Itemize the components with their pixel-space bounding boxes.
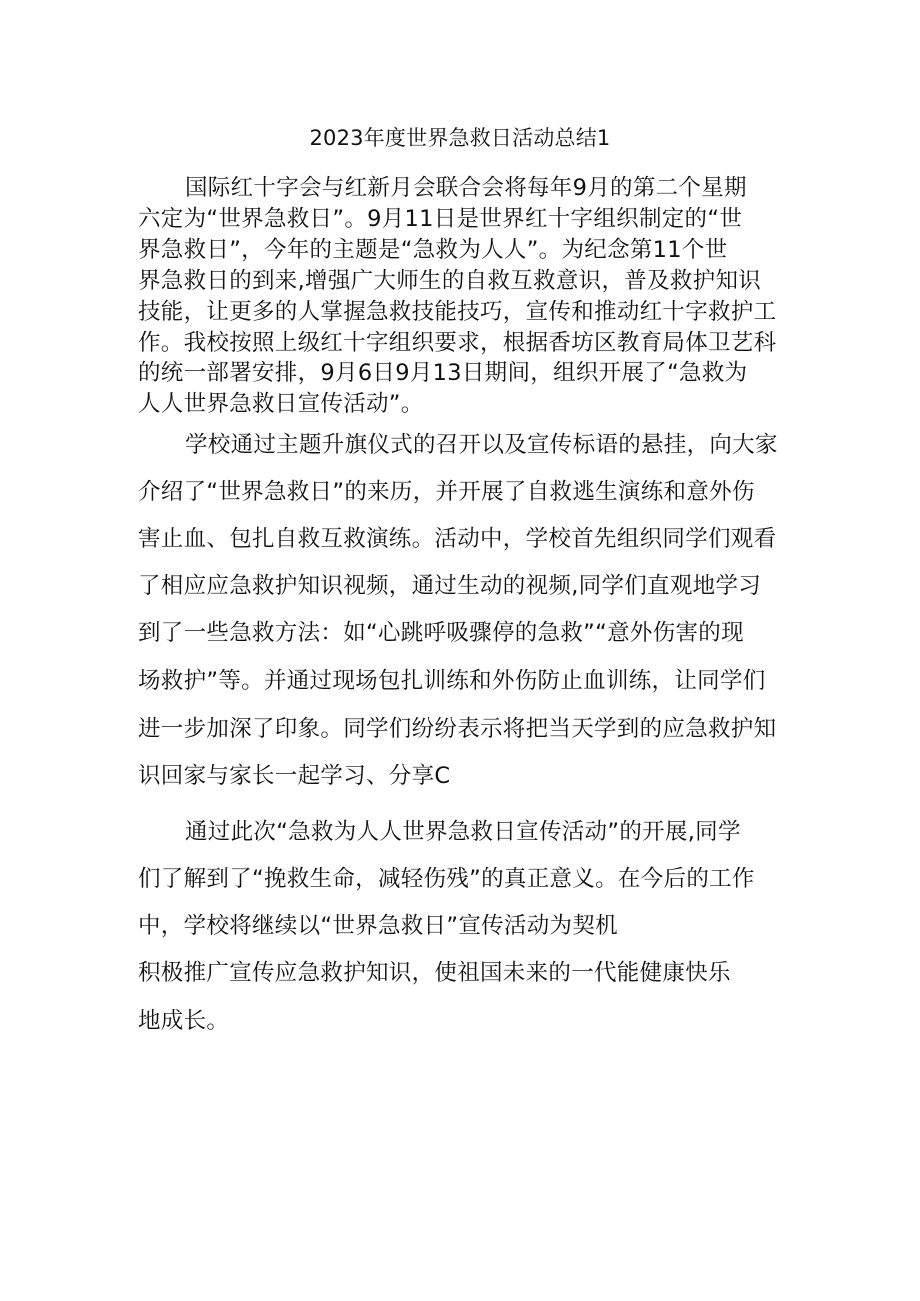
paragraph1-line-2: 六定为“世界急救日”。9月11日是世界红十字组织制定的“世 bbox=[138, 206, 743, 232]
paragraph3-line-2: 们了解到了“挽救生命，减轻伤残”的真正意义。在今后的工作 bbox=[138, 866, 755, 892]
paragraph1-line-4: 界急救日的到来,增强广大师生的自救互救意识，普及救护知识 bbox=[138, 268, 762, 294]
paragraph2-line-4: 了相应应急救护知识视频，通过生动的视频,同学们直观地学习 bbox=[138, 573, 762, 599]
paragraph2-line-5: 到了一些急救方法：如“心跳呼吸骤停的急救”“意外伤害的现 bbox=[138, 620, 744, 646]
paragraph2-line-1: 学校通过主题升旗仪式的召开以及宣传标语的悬挂，向大家 bbox=[185, 432, 778, 458]
paragraph1-line-7: 的统一部署安排，9月6日9月13日期间，组织开展了“急救为 bbox=[138, 360, 748, 386]
paragraph1-line-5: 技能，让更多的人掌握急救技能技巧，宣传和推动红十字救护工 bbox=[138, 299, 777, 325]
paragraph1-line-1: 国际红十字会与红新月会联合会将每年9月的第二个星期 bbox=[185, 175, 747, 201]
paragraph1-line-3: 界急救日”，今年的主题是“急救为人人”。为纪念第11个世 bbox=[138, 237, 728, 263]
paragraph3-line-1: 通过此次“急救为人人世界急救日宣传活动”的开展,同学 bbox=[185, 819, 741, 845]
document-title: 2023年度世界急救日活动总结1 bbox=[309, 126, 611, 150]
paragraph2-line-7: 进一步加深了印象。同学们纷纷表示将把当天学到的应急救护知 bbox=[138, 716, 777, 742]
paragraph2-line-8: 识回家与家长一起学习、分享C bbox=[138, 763, 451, 789]
paragraph1-line-6: 作。我校按照上级红十字组织要求，根据香坊区教育局体卫艺科 bbox=[138, 330, 777, 356]
paragraph3-line-4: 积极推广宣传应急救护知识，使祖国未来的一代能健康快乐 bbox=[138, 960, 731, 986]
paragraph2-line-2: 介绍了“世界急救日”的来历，并开展了自救逃生演练和意外伤 bbox=[138, 479, 755, 505]
paragraph2-line-6: 场救护”等。并通过现场包扎训练和外伤防止血训练，让同学们 bbox=[138, 668, 766, 694]
paragraph3-line-5: 地成长。 bbox=[138, 1008, 230, 1034]
paragraph2-line-3: 害止血、包扎自救互救演练。活动中，学校首先组织同学们观看 bbox=[138, 526, 777, 552]
paragraph1-line-8: 人人世界急救日宣传活动”。 bbox=[138, 391, 424, 417]
paragraph3-line-3: 中，学校将继续以“世界急救日”宣传活动为契机 bbox=[138, 913, 618, 939]
